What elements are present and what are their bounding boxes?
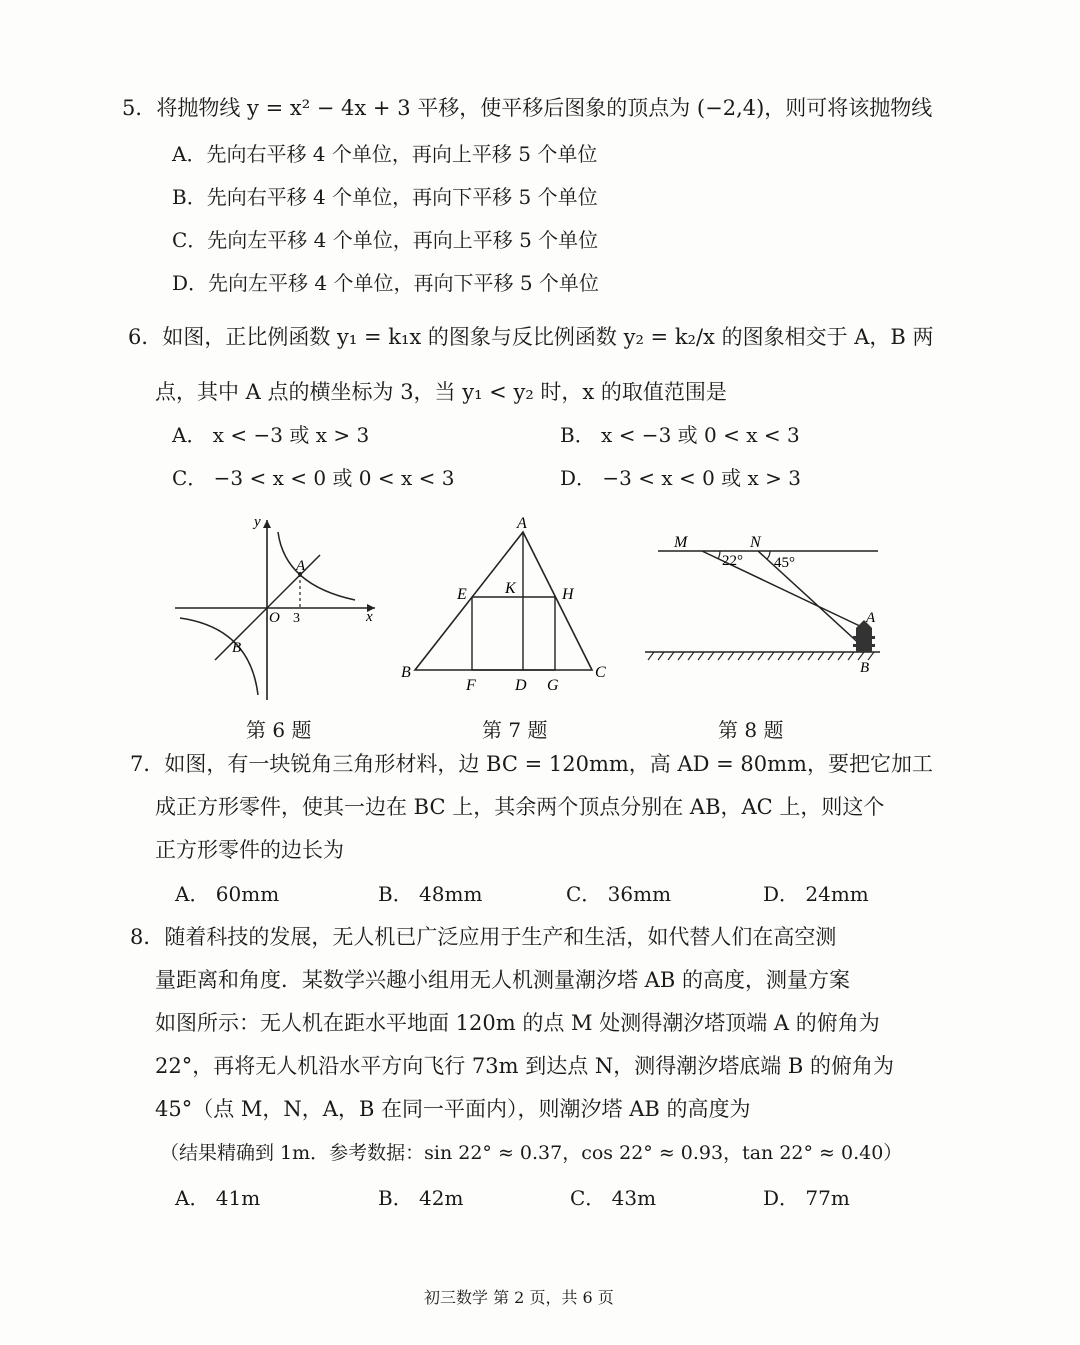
q8-line5: 45°（点 M，N，A，B 在同一平面内），则潮汐塔 AB 的高度为 xyxy=(155,1097,751,1121)
q8-option-b: B． 42m xyxy=(378,1186,464,1210)
q6-stem-line2: 点，其中 A 点的横坐标为 3，当 y₁ < y₂ 时，x 的取值范围是 xyxy=(155,380,727,404)
q8-line4: 22°，再将无人机沿水平方向飞行 73m 到达点 N，测得潮汐塔底端 B 的俯角为 xyxy=(155,1054,895,1078)
fig8-label-a: A xyxy=(866,610,876,626)
q5-stem: 5．将抛物线 y = x² − 4x + 3 平移，使平移后图象的顶点为 (−2,4)，则可将该抛物线 xyxy=(122,96,933,120)
fig7-label-c: C xyxy=(595,664,606,681)
q8-line2: 量距离和角度．某数学兴趣小组用无人机测量潮汐塔 AB 的高度，测量方案 xyxy=(155,968,850,992)
fig6-label-y: y xyxy=(254,514,261,530)
q7-line2: 成正方形零件，使其一边在 BC 上，其余两个顶点分别在 AB，AC 上，则这个 xyxy=(155,795,885,819)
fig6-label-b: B xyxy=(232,640,242,656)
q7-option-c: C． 36mm xyxy=(566,882,672,906)
fig6-label-a: A xyxy=(296,558,306,574)
fig6-label-x: x xyxy=(366,609,373,625)
q5-option-c: C．先向左平移 4 个单位，再向上平移 5 个单位 xyxy=(172,228,599,252)
fig8-label-n: N xyxy=(750,534,761,551)
q6-option-a: A． x < −3 或 x > 3 xyxy=(172,423,370,447)
q6-stem-line1: 6．如图，正比例函数 y₁ = k₁x 的图象与反比例函数 y₂ = k₂/x 的图象相交于 A，B 两 xyxy=(128,325,934,349)
q6-option-b: B． x < −3 或 0 < x < 3 xyxy=(560,423,800,447)
q7-line3: 正方形零件的边长为 xyxy=(155,838,344,862)
q5-option-a: A．先向右平移 4 个单位，再向上平移 5 个单位 xyxy=(172,142,598,166)
fig8-label-22deg: 22° xyxy=(722,553,743,569)
q5-option-d: D．先向左平移 4 个单位，再向下平移 5 个单位 xyxy=(172,271,599,295)
figure-6 xyxy=(170,510,390,705)
q7-option-a: A． 60mm xyxy=(175,882,280,906)
fig6-label-o: O xyxy=(269,610,280,626)
q8-line3: 如图所示：无人机在距水平地面 120m 的点 M 处测得潮汐塔顶端 A 的俯角为 xyxy=(155,1011,880,1035)
fig7-caption: 第 7 题 xyxy=(482,718,548,742)
fig8-label-b: B xyxy=(860,660,870,676)
fig8-label-45deg: 45° xyxy=(774,555,795,571)
q8-option-d: D． 77m xyxy=(763,1186,850,1210)
page-footer: 初三数学 第 2 页，共 6 页 xyxy=(424,1288,614,1307)
q8-option-c: C． 43m xyxy=(570,1186,657,1210)
fig8-label-m: M xyxy=(674,534,688,551)
fig8-caption: 第 8 题 xyxy=(718,718,784,742)
q6-option-d: D． −3 < x < 0 或 x > 3 xyxy=(560,466,802,490)
q8-line6: （结果精确到 1m．参考数据：sin 22° ≈ 0.37，cos 22° ≈ 0.93，tan 22° ≈ 0.40） xyxy=(160,1142,903,1164)
q5-option-b: B．先向右平移 4 个单位，再向下平移 5 个单位 xyxy=(172,185,598,209)
figure-7 xyxy=(395,510,625,700)
fig7-label-h: H xyxy=(562,586,574,603)
fig7-label-g: G xyxy=(547,677,559,694)
q7-line1: 7．如图，有一块锐角三角形材料，边 BC = 120mm，高 AD = 80mm，要把它加工 xyxy=(130,752,933,776)
q8-line1: 8．随着科技的发展，无人机已广泛应用于生产和生活，如代替人们在高空测 xyxy=(130,925,837,949)
fig7-label-k: K xyxy=(505,580,516,597)
fig6-label-3: 3 xyxy=(293,611,300,626)
q8-option-a: A． 41m xyxy=(175,1186,261,1210)
fig6-caption: 第 6 题 xyxy=(246,718,312,742)
q6-option-c: C． −3 < x < 0 或 0 < x < 3 xyxy=(172,466,455,490)
fig7-label-b: B xyxy=(401,664,411,681)
q7-option-d: D． 24mm xyxy=(763,882,869,906)
fig7-label-d: D xyxy=(515,677,527,694)
figure-8 xyxy=(640,520,890,690)
fig7-label-f: F xyxy=(466,677,476,694)
fig7-label-e: E xyxy=(457,586,467,603)
fig7-label-a: A xyxy=(517,515,527,532)
q7-option-b: B． 48mm xyxy=(378,882,483,906)
